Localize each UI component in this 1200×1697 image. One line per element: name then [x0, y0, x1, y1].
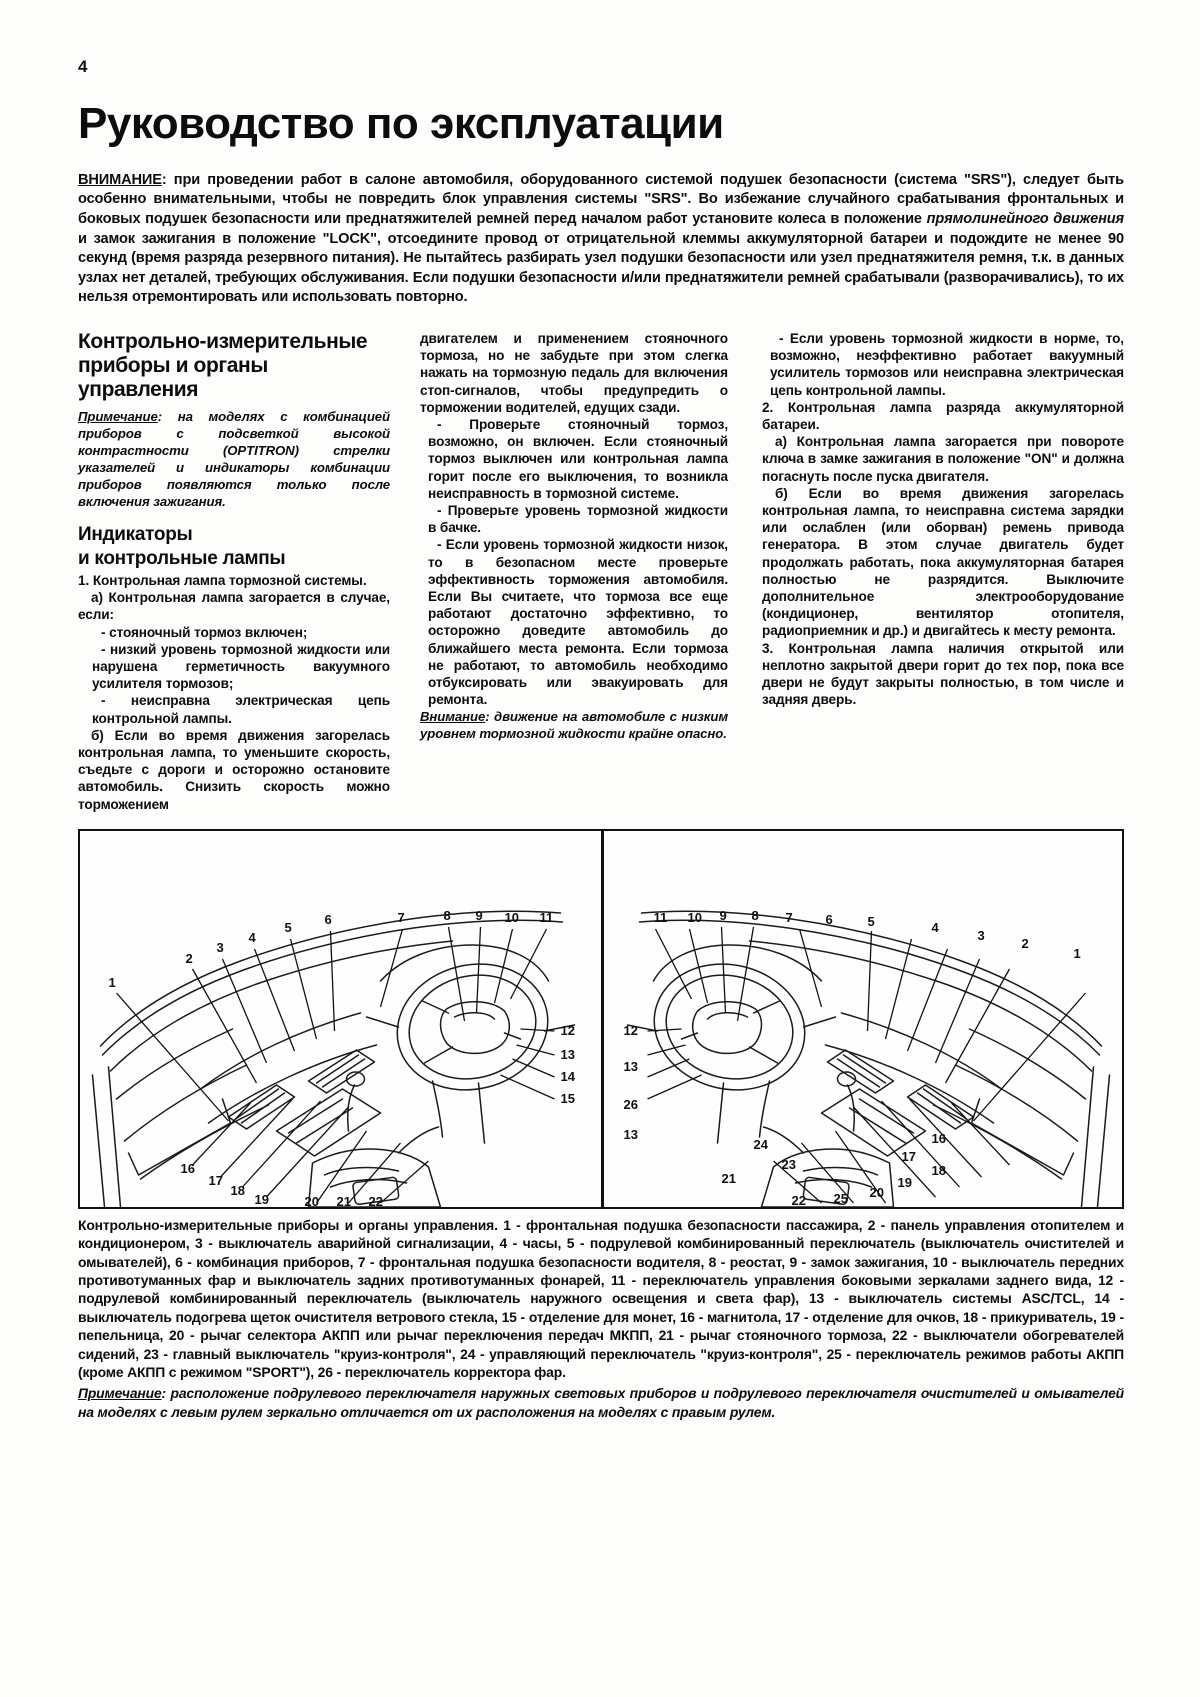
middle-bullet-3: - Если уровень тормозной жидкости низок, то в безопасном месте проверьте эффективность торможения автомобиля. Если Вы считаете, что тормоза все еще работают достаточно эффективно, то осторожно доведите автомобиль до ближайшего места ремонта. Если тормоза не работают, то автомобиль необходимо отбуксировать или эвакуировать для ремонта. — [428, 537, 728, 708]
left-para-2: а) Контрольная лампа загорается в случае, если: — [78, 590, 390, 623]
column-right — [744, 330, 1124, 813]
callout-r-18: 18 — [931, 1162, 946, 1178]
left-bullet-1: - стояночный тормоз включен; — [101, 624, 308, 640]
warning-text-part-1: : при проведении работ в салоне автомобиля, оборудованного системой подушек безопасности (система "SRS"), следует быть особенно внимательными, чтобы не повредить блок управления системы "SRS". Во избежание случайного срабатывания фронтальных и боковых подушек безопасности или преднатяжителей ремней перед началом работ установите колеса в положение — [78, 171, 1124, 227]
note-lead-label: Примечание — [78, 408, 158, 424]
callout-r-2: 2 — [1021, 935, 1029, 951]
callout-r-24: 24 — [753, 1136, 768, 1152]
callout-14: 14 — [560, 1068, 575, 1084]
page-number: 4 — [78, 57, 88, 76]
callout-8: 8 — [443, 907, 451, 923]
callout-r-6: 6 — [825, 911, 833, 927]
middle-bullet-1: - Проверьте стояночный тормоз, возможно, он включен. Если стояночный тормоз выключен или контрольная лампа горит после его выключения, то возникла неисправность в тормозной системе. — [428, 416, 728, 501]
optitron-note — [78, 408, 390, 510]
dashboard-figure — [78, 829, 1124, 1209]
dashboard-illustration-right — [601, 831, 1122, 1207]
callout-r-19: 19 — [897, 1174, 912, 1190]
callout-r-13: 13 — [623, 1058, 638, 1074]
callout-10: 10 — [504, 909, 519, 925]
warning-label: ВНИМАНИЕ — [78, 171, 162, 188]
callout-20: 20 — [304, 1193, 319, 1207]
callout-18: 18 — [230, 1182, 245, 1198]
right-para-4: 3. Контрольная лампа наличия открытой или неплотно закрытой двери горит до тех пор, пока все двери не будут закрыты полностью, в том числе и задняя дверь. — [762, 640, 1124, 708]
warning-text-part-2: и замок зажигания в положение "LOCK", отсоедините провод от отрицательной клеммы аккумуляторной батареи и подождите не менее 90 секунд (время разряда резервного питания). Не пытайтесь разбирать узел подушки безопасности или узел преднатяжителя ремня, т.к. в данных узлах нет деталей, требующих обслуживания. Если подушки безопасности и/или преднатяжители ремней срабатывали (разворачивались), то их нельзя отремонтировать или использовать повторно. — [78, 230, 1124, 306]
subsection-title-indicators-line2: и контрольные лампы — [78, 547, 286, 569]
column-middle — [408, 330, 744, 813]
left-bullet-2: - низкий уровень тормозной жидкости или нарушена герметичность вакуумного усилителя тормозов; — [92, 641, 390, 692]
callout-12: 12 — [560, 1022, 575, 1038]
callout-r-13b: 13 — [623, 1126, 638, 1142]
callout-17: 17 — [208, 1172, 223, 1188]
attention-body: : движение на автомобиле с низким уровнем тормозной жидкости крайне опасно. — [420, 709, 728, 742]
figure-panel-right — [601, 831, 1122, 1207]
middle-bullet-2: - Проверьте уровень тормозной жидкости в бачке. — [428, 502, 728, 536]
callout-1: 1 — [108, 974, 116, 990]
callout-19: 19 — [254, 1191, 269, 1207]
caption-note-body: : расположение подрулевого переключателя наружных световых приборов и подрулевого переключателя очистителей и омывателей на моделях с левым рулем зеркально отличается от их расположения на моделях с правым рулем. — [78, 1385, 1124, 1420]
callout-r-16: 16 — [931, 1130, 946, 1146]
right-para-1: 2. Контрольная лампа разряда аккумуляторной батареи. — [762, 399, 1124, 432]
callout-22: 22 — [368, 1193, 383, 1207]
callout-4: 4 — [248, 929, 256, 945]
callout-r-10: 10 — [687, 909, 702, 925]
right-bullet-1: - Если уровень тормозной жидкости в норме, то, возможно, неэффективно работает вакуумный усилитель тормозов или неисправна электрическая цепь контрольной лампы. — [770, 330, 1124, 398]
column-left — [78, 330, 408, 813]
callout-r-17: 17 — [901, 1148, 916, 1164]
callout-3: 3 — [216, 939, 224, 955]
figure-panel-left — [80, 831, 601, 1207]
callout-11: 11 — [539, 909, 554, 925]
page-content — [78, 58, 1124, 1421]
callout-r-22: 22 — [791, 1192, 806, 1207]
callout-r-5: 5 — [867, 913, 875, 929]
callout-r-21: 21 — [721, 1170, 736, 1186]
callout-13: 13 — [560, 1046, 575, 1062]
safety-warning-paragraph — [78, 171, 1124, 308]
callout-9: 9 — [475, 907, 483, 923]
callout-r-11: 11 — [653, 909, 668, 925]
callout-5: 5 — [284, 919, 292, 935]
warning-text-italic: прямолинейного движения — [926, 210, 1124, 227]
callout-r-26: 26 — [623, 1096, 638, 1112]
callout-r-7: 7 — [785, 909, 793, 925]
callout-16: 16 — [180, 1160, 195, 1176]
dashboard-illustration-left — [80, 831, 601, 1207]
section-title-instruments: Контрольно-измерительные приборы и органы управления — [78, 329, 368, 401]
left-bullet-3: - неисправна электрическая цепь контрольной лампы. — [92, 693, 390, 726]
callout-r-3: 3 — [977, 927, 985, 943]
caption-note-lead: Примечание — [78, 1385, 162, 1402]
figure-caption-note — [78, 1384, 1124, 1421]
right-para-2: а) Контрольная лампа загорается при повороте ключа в замке зажигания в положение "ON" и должна погаснуть после пуска двигателя. — [762, 434, 1124, 484]
callout-r-23: 23 — [781, 1156, 796, 1172]
callout-21: 21 — [336, 1193, 351, 1207]
callout-2: 2 — [185, 950, 193, 966]
right-para-3: б) Если во время движения загорелась контрольная лампа, то неисправна система зарядки или ослаблен (или оборван) ремень привода генератора. В этом случае двигатель будет продолжать работать, пока аккумуляторная батарея полностью не разрядится. Выключите дополнительное электрооборудование (кондиционер, вентилятор отопителя, радиоприемник и др.) и двигайтесь к месту ремонта. — [762, 485, 1124, 639]
subsection-title-indicators-line1: Индикаторы — [78, 523, 193, 545]
callout-r-25: 25 — [833, 1190, 848, 1206]
callout-r-20: 20 — [869, 1184, 884, 1200]
callout-7: 7 — [397, 909, 405, 925]
callout-r-1: 1 — [1073, 945, 1081, 961]
figure-caption: Контрольно-измерительные приборы и органы управления. 1 - фронтальная подушка безопасности пассажира, 2 - панель управления отопителем и кондиционером, 3 - выключатель аварийной сигнализации, 4 - часы, 5 - подрулевой комбинированный переключатель (выключатель очистителей и омывателей), 6 - комбинация приборов, 7 - фронтальная подушка безопасности водителя, 8 - реостат, 9 - замок зажигания, 10 - выключатель передних противотуманных фар и выключатель задних противотуманных фонарей, 11 - переключатель управления боковыми зеркалами заднего вида, 12 - подрулевой комбинированный переключатель (выключатель наружного освещения и света фар), 13 - выключатель системы ASC/TCL, 14 - выключатель подогрева щеток очистителя ветрового стекла, 15 - отделение для монет, 16 - магнитола, 17 - отделение для очков, 18 - прикуриватель, 19 - пепельница, 20 - рычаг селектора АКПП или рычаг переключения передач МКПП, 21 - рычаг стояночного тормоза, 22 - выключатели обогревателей сидений, 23 - главный выключатель "круиз-контроля", 24 - управляющий переключатель "круиз-контроля", 25 - переключатель режимов работы АКПП (кроме АКПП с режимом "SPORT"), 26 - переключатель корректора фар. — [78, 1216, 1124, 1380]
callout-r-8: 8 — [751, 907, 759, 923]
note-body: : на моделях с комбинацией приборов с подсветкой высокой контрастности (OPTITRON) стрелки указателей и индикаторы комбинации приборов появляются только после включения зажигания. — [78, 408, 390, 509]
three-column-body — [78, 330, 1124, 813]
callout-r-9: 9 — [719, 907, 727, 923]
callout-15: 15 — [560, 1090, 575, 1106]
attention-lead-label: Внимание — [420, 709, 486, 725]
middle-attention-note — [420, 708, 728, 742]
callout-r-12: 12 — [623, 1022, 638, 1038]
page-title: Руководство по эксплуатации — [78, 99, 724, 148]
middle-para-1: двигателем и применением стояночного тормоза, но не забудьте при этом слегка нажать на тормозную педаль для включения стоп-сигналов, чтобы предупредить о торможении водителей, едущих сзади. — [420, 330, 728, 415]
left-para-3: б) Если во время движения загорелась контрольная лампа, то уменьшите скорость, съедьте с дороги и осторожно остановите автомобиль. Снизить скорость можно торможением — [78, 727, 390, 812]
callout-r-4: 4 — [931, 919, 939, 935]
callout-6: 6 — [324, 911, 332, 927]
left-para-1: 1. Контрольная лампа тормозной системы. — [78, 572, 367, 588]
